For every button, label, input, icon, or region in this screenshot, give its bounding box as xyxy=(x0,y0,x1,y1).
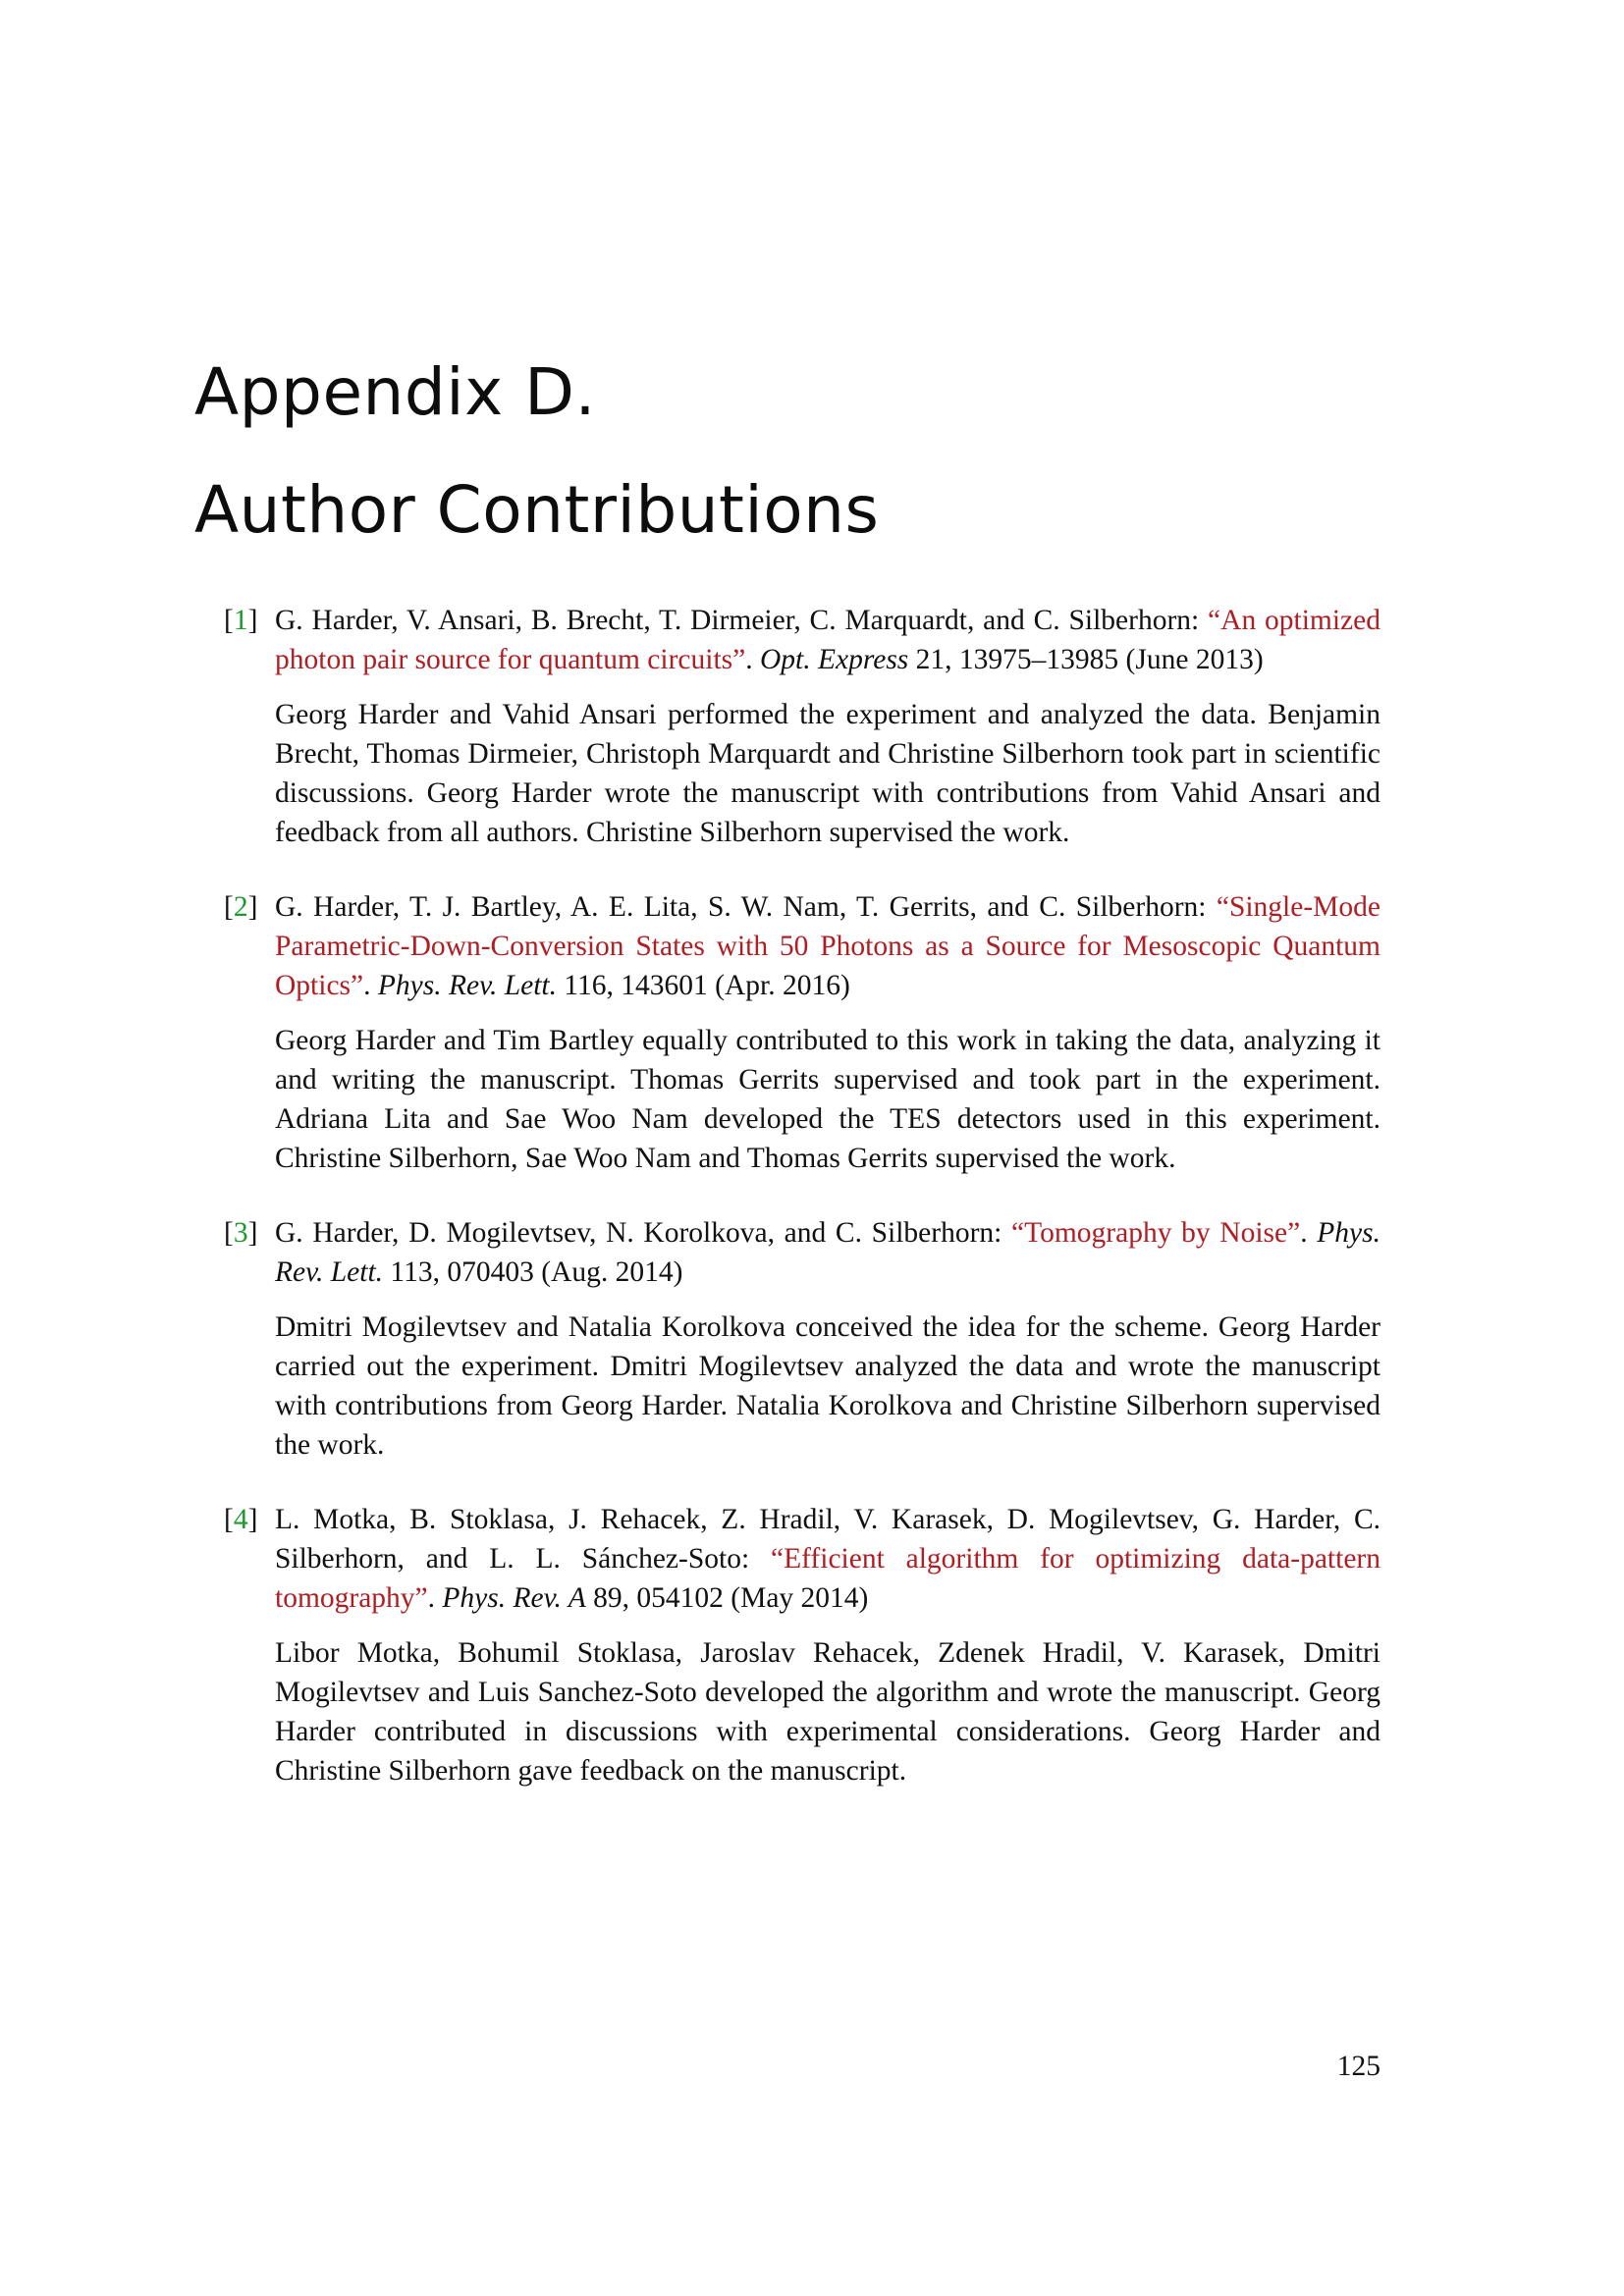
citation-number-link[interactable]: 2 xyxy=(233,891,248,923)
contribution-text: Libor Motka, Bohumil Stoklasa, Jaroslav Rehacek, Zdenek Hradil, V. Karasek, Dmitri Mogilevtsev and Luis Sanchez-Soto developed the algorithm and wrote the manuscript. Georg Harder contributed in discussions with experimental considerations. Georg Harder and Christine Silberhorn gave feedback on the manuscript. xyxy=(275,1637,1380,1787)
citation-details: 21, 13975–13985 (June 2013) xyxy=(908,644,1264,675)
contribution-text: Georg Harder and Vahid Ansari performed the experiment and analyzed the data. Benjamin Brecht, Thomas Dirmeier, Christoph Marquardt and Christine Silberhorn took part in scientific discussions. Georg Harder wrote the manuscript with contributions from Vahid Ansari and feedback from all authors. Christine Silberhorn supervised the work. xyxy=(275,699,1380,848)
paper-title-link[interactable]: “Efficient algorithm for optimizing data-pattern tomography” xyxy=(275,1543,1380,1614)
journal-name: Phys. Rev. Lett. xyxy=(377,970,558,1001)
citation-separator: . xyxy=(427,1582,443,1614)
publication-entry-3 xyxy=(224,1213,1380,1465)
citation-separator: . xyxy=(363,970,378,1001)
citation-number: [1] xyxy=(224,605,258,636)
publication-entry-4 xyxy=(224,1500,1380,1790)
citation-number: [3] xyxy=(224,1217,258,1249)
citation xyxy=(275,1500,1380,1618)
page-number: 125 xyxy=(1336,2051,1380,2082)
chapter-title xyxy=(194,334,1382,569)
citation-number: [4] xyxy=(224,1504,258,1535)
citation-authors: G. Harder, V. Ansari, B. Brecht, T. Dirmeier, C. Marquardt, and C. Silberhorn: xyxy=(275,605,1209,636)
contribution-text: Georg Harder and Tim Bartley equally contributed to this work in taking the data, analyzing it and writing the manuscript. Thomas Gerrits supervised and took part in the experiment. Adriana Lita and Sae Woo Nam developed the TES detectors used in this experiment. Christine Silberhorn, Sae Woo Nam and Thomas Gerrits supervised the work. xyxy=(275,1025,1380,1174)
citation xyxy=(275,601,1380,679)
citation-separator: . xyxy=(1300,1217,1318,1249)
paper-title-link[interactable]: “An optimized photon pair source for quantum circuits” xyxy=(275,605,1380,675)
citation-details: 116, 143601 (Apr. 2016) xyxy=(557,970,850,1001)
publication-entry-1 xyxy=(224,601,1380,852)
citation xyxy=(275,887,1380,1005)
journal-name: Phys. Rev. Lett. xyxy=(275,1217,1380,1288)
chapter-title-line-2: Author Contributions xyxy=(194,472,880,548)
citation xyxy=(275,1213,1380,1292)
citation-number: [2] xyxy=(224,891,258,923)
publication-entry-2 xyxy=(224,887,1380,1178)
paper-title-link[interactable]: “Single-Mode Parametric-Down-Conversion States with 50 Photons as a Source for Mesoscopic Quantum Optics” xyxy=(275,891,1380,1001)
citation-number-link[interactable]: 4 xyxy=(233,1504,248,1535)
citation-details: 113, 070403 (Aug. 2014) xyxy=(383,1256,683,1288)
citation-authors: G. Harder, T. J. Bartley, A. E. Lita, S. W. Nam, T. Gerrits, and C. Silberhorn: xyxy=(275,891,1217,923)
contribution-text: Dmitri Mogilevtsev and Natalia Korolkova conceived the idea for the scheme. Georg Harder carried out the experiment. Dmitri Mogilevtsev analyzed the data and wrote the manuscript with contributions from Georg Harder. Natalia Korolkova and Christine Silberhorn supervised the work. xyxy=(275,1311,1380,1461)
citation-authors: L. Motka, B. Stoklasa, J. Rehacek, Z. Hradil, V. Karasek, D. Mogilevtsev, G. Harder, C. Silberhorn, and L. L. Sánchez-Soto: xyxy=(275,1504,1380,1575)
paper-title-link[interactable]: “Tomography by Noise” xyxy=(1011,1217,1301,1249)
citation-number-link[interactable]: 3 xyxy=(233,1217,248,1249)
chapter-title-line-1: Appendix D. xyxy=(194,354,596,430)
contribution-list xyxy=(224,601,1380,1826)
citation-authors: G. Harder, D. Mogilevtsev, N. Korolkova, and C. Silberhorn: xyxy=(275,1217,1012,1249)
citation-number-link[interactable]: 1 xyxy=(233,605,248,636)
journal-name: Phys. Rev. A xyxy=(442,1582,586,1614)
citation-details: 89, 054102 (May 2014) xyxy=(585,1582,869,1614)
journal-name: Opt. Express xyxy=(759,644,909,675)
citation-separator: . xyxy=(745,644,760,675)
